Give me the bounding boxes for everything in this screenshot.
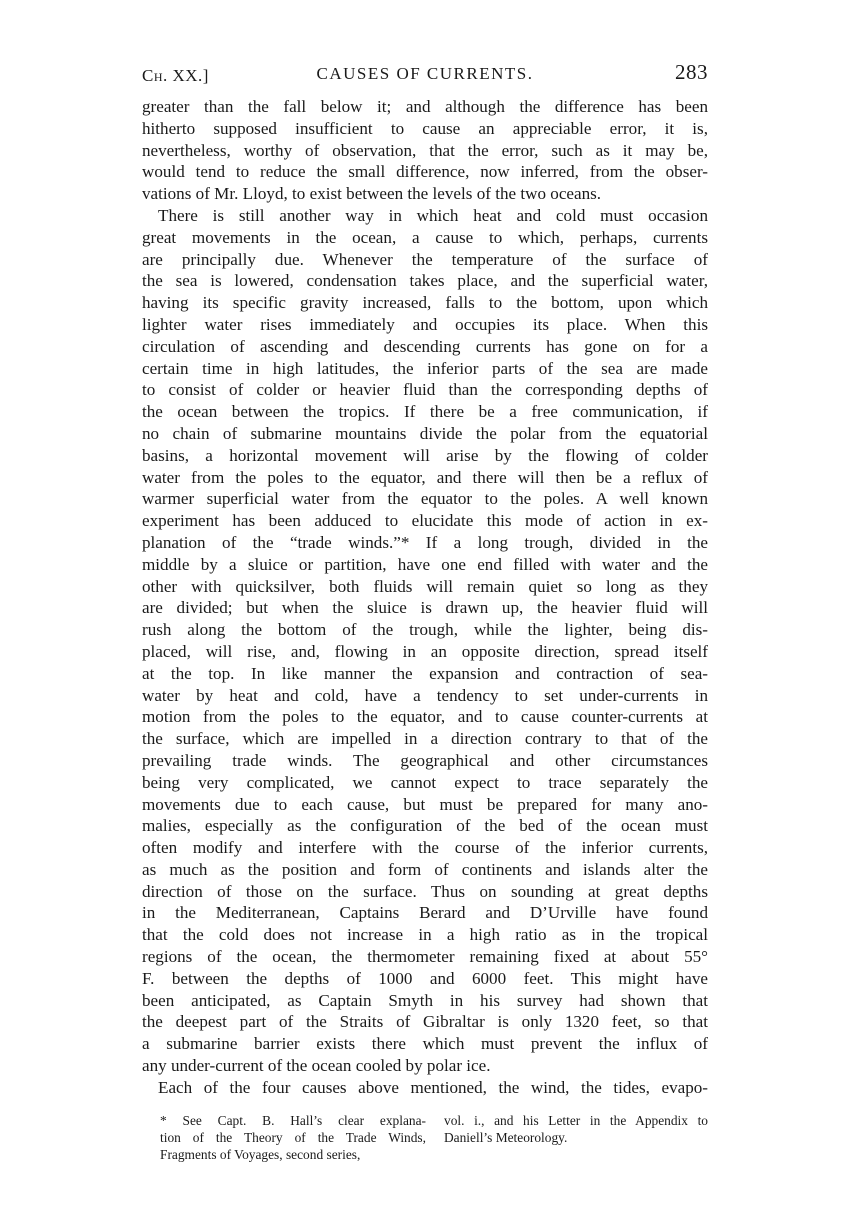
- text-line: greater than the fall below it; and although the difference has been: [142, 97, 708, 116]
- running-head: [142, 60, 708, 86]
- text-line: certain time in high latitudes, the inferior parts of the sea are made: [142, 358, 708, 378]
- text-line: often modify and interfere with the course of the inferior currents,: [142, 838, 708, 858]
- text-line: malies, especially as the configuration of the bed of the ocean must: [142, 816, 708, 836]
- footnote-line: * See Capt. B. Hall’s clear explana-: [160, 1113, 426, 1128]
- text-line: motion from the poles to the equator, and to cause counter-currents at: [142, 707, 708, 727]
- text-line: Each of the four causes above mentioned, the wind, the tides, evapo-: [158, 1077, 708, 1097]
- body-text: [142, 96, 708, 1099]
- footnote-left-column: [160, 1112, 426, 1163]
- text-line: having its specific gravity increased, falls to the bottom, upon which: [142, 293, 708, 313]
- footnote-line: vol. i., and his Letter in the Appendix to: [444, 1113, 708, 1128]
- text-line: nevertheless, worthy of observation, that the error, such as it may be,: [142, 140, 708, 160]
- text-line: rush along the bottom of the trough, while the lighter, being dis-: [142, 620, 708, 640]
- text-line: prevailing trade winds. The geographical and other circumstances: [142, 750, 708, 770]
- text-line: the surface, which are impelled in a direction contrary to that of the: [142, 729, 708, 749]
- text-line: direction of those on the surface. Thus on sounding at great depths: [142, 881, 708, 901]
- text-line: are divided; but when the sluice is drawn up, the heavier fluid will: [142, 598, 708, 618]
- text-line: great movements in the ocean, a cause to which, perhaps, currents: [142, 227, 708, 247]
- text-line: been anticipated, as Captain Smyth in his survey had shown that: [142, 990, 708, 1010]
- text-line: in the Mediterranean, Captains Berard and D’Urville have found: [142, 903, 708, 923]
- text-line: F. between the depths of 1000 and 6000 feet. This might have: [142, 968, 708, 988]
- text-line: hitherto supposed insufficient to cause an appreciable error, it is,: [142, 118, 708, 138]
- footnote-right-column: [444, 1112, 708, 1146]
- text-line: experiment has been adduced to elucidate this mode of action in ex-: [142, 511, 708, 531]
- text-line: being very complicated, we cannot expect to trace separately the: [142, 772, 708, 792]
- text-line: a submarine barrier exists there which must prevent the influx of: [142, 1034, 708, 1054]
- chapter-label: Ch. XX.]: [142, 66, 209, 85]
- text-line: no chain of submarine mountains divide the polar from the equatorial: [142, 423, 708, 443]
- page-title: CAUSES OF CURRENTS.: [316, 64, 534, 83]
- text-line: other with quicksilver, both fluids will remain quiet so long as they: [142, 576, 708, 596]
- footnote-line: tion of the Theory of the Trade Winds,: [160, 1130, 426, 1145]
- text-line: movements due to each cause, but must be prepared for many ano-: [142, 794, 708, 814]
- text-line: middle by a sluice or partition, have one end filled with water and the: [142, 554, 708, 574]
- text-line: the sea is lowered, condensation takes place, and the superficial water,: [142, 271, 708, 291]
- text-line: regions of the ocean, the thermometer remaining fixed at about 55°: [142, 947, 708, 967]
- text-line: vations of Mr. Lloyd, to exist between the levels of the two oceans.: [142, 184, 602, 204]
- text-line: at the top. In like manner the expansion and contraction of sea-: [142, 663, 708, 683]
- text-line: the ocean between the tropics. If there be a free communication, if: [142, 402, 708, 422]
- text-line: There is still another way in which heat and cold must occasion: [158, 205, 708, 225]
- text-line: any under-current of the ocean cooled by polar ice.: [142, 1056, 491, 1076]
- text-line: circulation of ascending and descending currents has gone on for a: [142, 336, 708, 356]
- text-line: planation of the “trade winds.”* If a long trough, divided in the: [142, 532, 708, 552]
- text-line: are principally due. Whenever the temperature of the surface of: [142, 249, 708, 269]
- text-line: would tend to reduce the small difference, now inferred, from the obser-: [142, 162, 708, 182]
- text-line: as much as the position and form of continents and islands alter the: [142, 859, 708, 879]
- text-line: lighter water rises immediately and occupies its place. When this: [142, 314, 708, 334]
- text-line: placed, will rise, and, flowing in an opposite direction, spread itself: [142, 641, 708, 661]
- text-line: warmer superficial water from the equator to the poles. A well known: [142, 489, 708, 509]
- text-line: to consist of colder or heavier fluid than the corresponding depths of: [142, 380, 708, 400]
- footnote-line: Fragments of Voyages, second series,: [160, 1147, 361, 1162]
- footnote-line: Daniell’s Meteorology.: [444, 1130, 568, 1145]
- text-line: water by heat and cold, have a tendency to set under-currents in: [142, 685, 708, 705]
- text-line: basins, a horizontal movement will arise by the flowing of colder: [142, 445, 708, 465]
- page-number: 283: [675, 60, 708, 84]
- text-line: water from the poles to the equator, and there will then be a reflux of: [142, 467, 708, 487]
- text-line: that the cold does not increase in a high ratio as in the tropical: [142, 925, 708, 945]
- text-line: the deepest part of the Straits of Gibraltar is only 1320 feet, so that: [142, 1012, 708, 1032]
